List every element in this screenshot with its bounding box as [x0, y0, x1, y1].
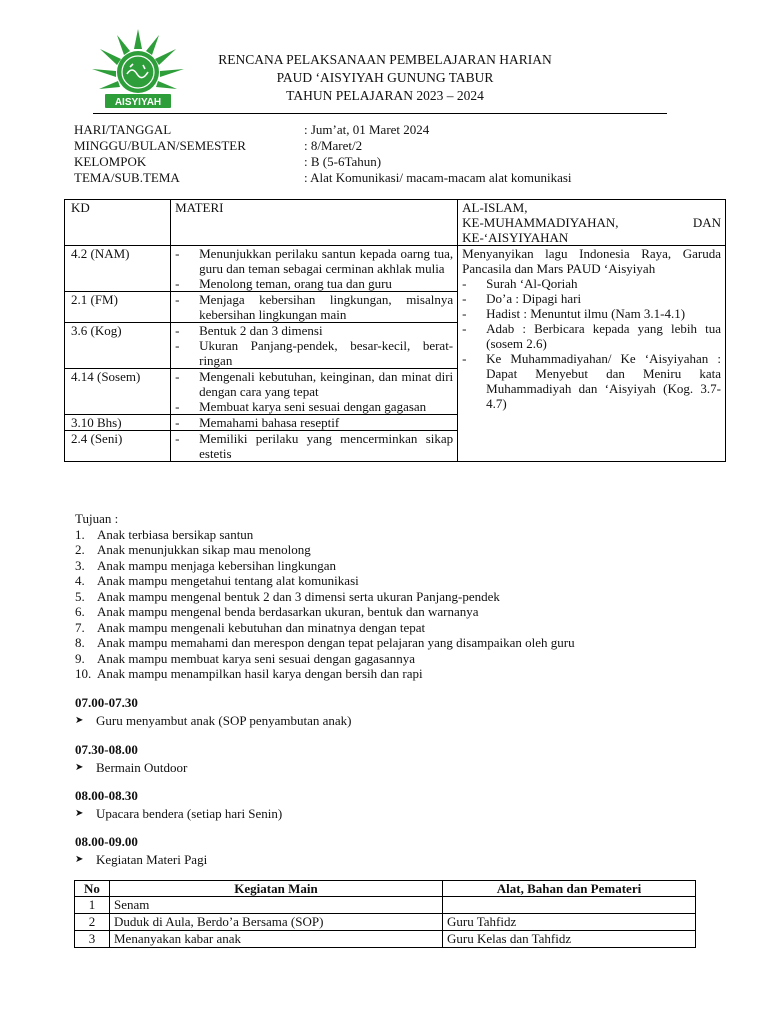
kd-header: KD	[65, 200, 171, 246]
alislam-header-line	[462, 215, 721, 230]
table-row	[75, 914, 696, 931]
list-item: - Hadist : Menuntut ilmu (Nam 3.1-4.1)	[462, 306, 686, 321]
schedule-activity: ➤ Upacara bendera (setiap hari Senin)	[75, 806, 283, 821]
no-header: No	[75, 881, 110, 897]
info-block	[74, 122, 694, 186]
tools-cell: Guru Tahfidz	[443, 914, 696, 931]
list-item: 2. Anak menunjukkan sikap mau menolong	[75, 542, 311, 557]
list-item: - Memiliki perilaku yang mencerminkan sikap estetis	[175, 431, 454, 461]
info-value: : 8/Maret/2	[304, 138, 363, 153]
alislam-header-line: AL-ISLAM,	[462, 200, 528, 215]
list-item: - Bentuk 2 dan 3 dimensi	[175, 323, 323, 338]
arrow-bullet-icon: ➤	[75, 762, 84, 773]
list-item: 3. Anak mampu menjaga kebersihan lingkungan	[75, 557, 336, 573]
materi-cell	[171, 323, 458, 369]
schedule-time: 08.00-09.00	[75, 834, 138, 849]
activity-table-header-row	[75, 881, 696, 897]
tujuan-title: Tujuan :	[75, 511, 119, 526]
kd-code: 2.4 (Seni)	[65, 431, 171, 462]
list-item: 1. Anak terbiasa bersikap santun	[75, 526, 254, 542]
schedule-block	[75, 695, 715, 729]
schedule-time: 08.00-08.30	[75, 788, 138, 803]
list-item: 9. Anak mampu membuat karya seni sesuai dengan gagasannya	[75, 650, 416, 666]
schedule-activity: ➤ Kegiatan Materi Pagi	[75, 852, 208, 867]
list-item: 5. Anak mampu mengenal bentuk 2 dan 3 dimensi serta ukuran Panjang-pendek	[75, 588, 500, 604]
list-item: - Ukuran Panjang-pendek, besar-kecil, berat-ringan	[175, 338, 454, 368]
materi-header: MATERI	[171, 200, 458, 246]
schedule-block	[75, 834, 715, 868]
list-item: - Adab : Berbicara kepada yang lebih tua (sosem 2.6)	[462, 321, 721, 351]
kd-code: 4.14 (Sosem)	[65, 369, 171, 415]
info-value: : B (5-6Tahun)	[304, 154, 382, 169]
arrow-bullet-icon: ➤	[75, 854, 84, 865]
list-item: - Menolong teman, orang tua dan guru	[175, 276, 392, 291]
aisyiyah-logo	[91, 27, 185, 111]
schedule-activity: ➤ Bermain Outdoor	[75, 760, 188, 775]
list-item: 10. Anak mampu menampilkan hasil karya dengan bersih dan rapi	[75, 666, 423, 681]
alislam-header-line: KE-‘AISYIYAHAN	[462, 230, 569, 245]
materi-cell	[171, 415, 458, 431]
schedule-activity: ➤ Guru menyambut anak (SOP penyambutan anak)	[75, 713, 352, 728]
info-label: HARI/TANGGAL	[74, 122, 172, 137]
activity-cell: Menanyakan kabar anak	[110, 931, 443, 948]
list-item: 8. Anak mampu memahami dan merespon dengan tepat pelajaran yang disampaikan oleh guru	[75, 635, 575, 650]
materi-cell	[171, 292, 458, 323]
list-item: 4. Anak mampu mengetahui tentang alat komunikasi	[75, 573, 359, 588]
header-divider	[93, 113, 667, 114]
info-row	[74, 122, 694, 138]
tujuan-section	[75, 511, 715, 682]
kd-table	[64, 199, 726, 462]
header-line-1: RENCANA PELAKSANAAN PEMBELAJARAN HARIAN	[218, 52, 552, 67]
kegiatan-header: Kegiatan Main	[110, 881, 443, 897]
tools-cell: Guru Kelas dan Tahfidz	[443, 931, 696, 948]
table-row	[65, 246, 726, 292]
activity-cell: Senam	[110, 897, 443, 914]
materi-cell	[171, 431, 458, 462]
materi-cell	[171, 369, 458, 415]
list-item: - Membuat karya seni sesuai dengan gagasan	[175, 399, 427, 414]
row-number: 1	[75, 897, 110, 914]
schedule-block	[75, 742, 715, 776]
info-label: TEMA/SUB.TEMA	[74, 170, 180, 185]
list-item: - Ke Muhammadiyahan/ Ke ‘Aisyiyahan : Dapat Menyebut dan Meniru kata Muhammadiyah dan ‘Aisyiyah (Kog. 3.7-4.7)	[462, 351, 721, 411]
alat-header: Alat, Bahan dan Pemateri	[443, 881, 696, 897]
schedule-block	[75, 788, 715, 822]
kd-code: 3.6 (Kog)	[65, 323, 171, 369]
row-number: 2	[75, 914, 110, 931]
info-label: MINGGU/BULAN/SEMESTER	[74, 138, 246, 153]
alislam-intro: Menyanyikan lagu Indonesia Raya, Garuda Pancasila dan Mars PAUD ‘Aisyiyah	[462, 246, 721, 276]
activity-table	[74, 880, 696, 948]
info-label: KELOMPOK	[74, 154, 147, 169]
header-line-3: TAHUN PELAJARAN 2023 – 2024	[286, 88, 484, 103]
list-item: - Do’a : Dipagi hari	[462, 291, 582, 306]
list-item: 6. Anak mampu mengenal benda berdasarkan ukuran, bentuk dan warnanya	[75, 604, 479, 619]
alislam-header-word: DAN	[692, 215, 721, 230]
list-item: - Mengenali kebutuhan, keinginan, dan minat diri dengan cara yang tepat	[175, 369, 454, 399]
kd-code: 4.2 (NAM)	[65, 246, 171, 292]
table-row	[75, 897, 696, 914]
kd-code: 2.1 (FM)	[65, 292, 171, 323]
kd-table-header-row	[65, 200, 726, 246]
activity-cell: Duduk di Aula, Berdo’a Bersama (SOP)	[110, 914, 443, 931]
alislam-header-word: KE-MUHAMMADIYAHAN,	[462, 215, 619, 230]
row-number: 3	[75, 931, 110, 948]
info-value: : Jum’at, 01 Maret 2024	[304, 122, 430, 137]
arrow-bullet-icon: ➤	[75, 808, 84, 819]
tools-cell	[443, 897, 696, 914]
schedule-time: 07.00-07.30	[75, 695, 138, 710]
table-row	[75, 931, 696, 948]
alislam-header	[458, 200, 726, 246]
list-item: 7. Anak mampu mengenali kebutuhan dan minatnya dengan tepat	[75, 619, 426, 635]
document-header	[190, 51, 580, 105]
schedule-time: 07.30-08.00	[75, 742, 138, 757]
alislam-cell	[458, 246, 726, 462]
list-item: - Menjaga kebersihan lingkungan, misalnya kebersihan lingkungan main	[175, 292, 454, 322]
materi-cell	[171, 246, 458, 292]
arrow-bullet-icon: ➤	[75, 715, 84, 726]
info-row	[74, 170, 694, 186]
info-row	[74, 138, 694, 154]
info-row	[74, 154, 694, 170]
list-item: - Memahami bahasa reseptif	[175, 415, 340, 430]
logo-text: AISYIYAH	[114, 97, 162, 108]
kd-code: 3.10 Bhs)	[65, 415, 171, 431]
list-item: - Menunjukkan perilaku santun kepada oarng tua, guru dan teman sebagai cerminan akhlak mulia	[175, 246, 454, 276]
list-item: - Surah ‘Al-Qoriah	[462, 276, 578, 291]
header-line-2: PAUD ‘AISYIYAH GUNUNG TABUR	[276, 70, 494, 85]
info-value: : Alat Komunikasi/ macam-macam alat komunikasi	[304, 170, 572, 185]
